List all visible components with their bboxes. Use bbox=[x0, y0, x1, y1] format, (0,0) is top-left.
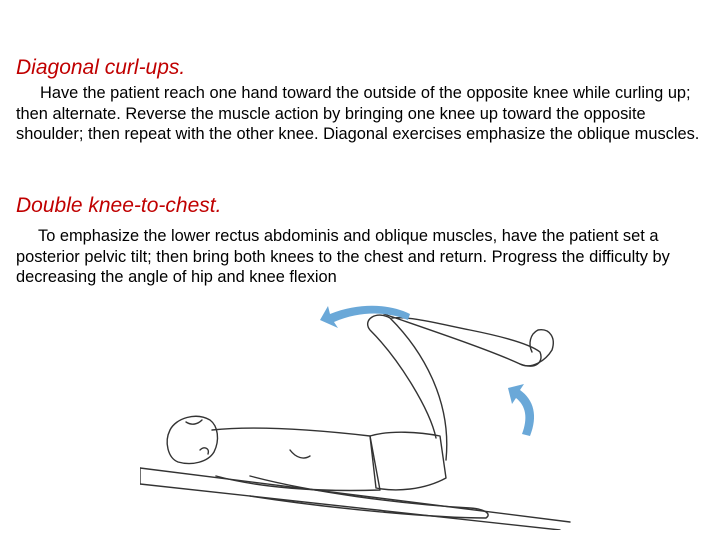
exercise-illustration bbox=[140, 300, 590, 530]
section-title-double-knee-to-chest: Double knee-to-chest. bbox=[16, 194, 222, 217]
patient-head bbox=[167, 416, 217, 463]
section-text-double-knee-to-chest: To emphasize the lower rectus abdominis and oblique muscles, have the patient set a posterior pelvic tilt; then bring both knees to the chest and return. Progress the difficulty by decreasing the angle of hip and knee flexion bbox=[16, 227, 670, 286]
patient-shorts bbox=[370, 432, 446, 490]
floor-mat-line bbox=[140, 468, 570, 522]
rotation-arrow-lower bbox=[508, 384, 534, 436]
patient-shin bbox=[384, 314, 541, 366]
section-text-diagonal-curl-ups: Have the patient reach one hand toward the outside of the opposite knee while curling up; then alternate. Reverse the muscle action by bringing one knee up toward the opposite shoulder; then repeat with the other knee. Diagonal exercises emphasize the oblique muscles. bbox=[16, 84, 700, 143]
patient-thigh bbox=[368, 315, 447, 460]
patient-foot bbox=[520, 330, 553, 366]
patient-torso bbox=[212, 428, 380, 490]
section-title-diagonal-curl-ups: Diagonal curl-ups. bbox=[16, 56, 186, 79]
